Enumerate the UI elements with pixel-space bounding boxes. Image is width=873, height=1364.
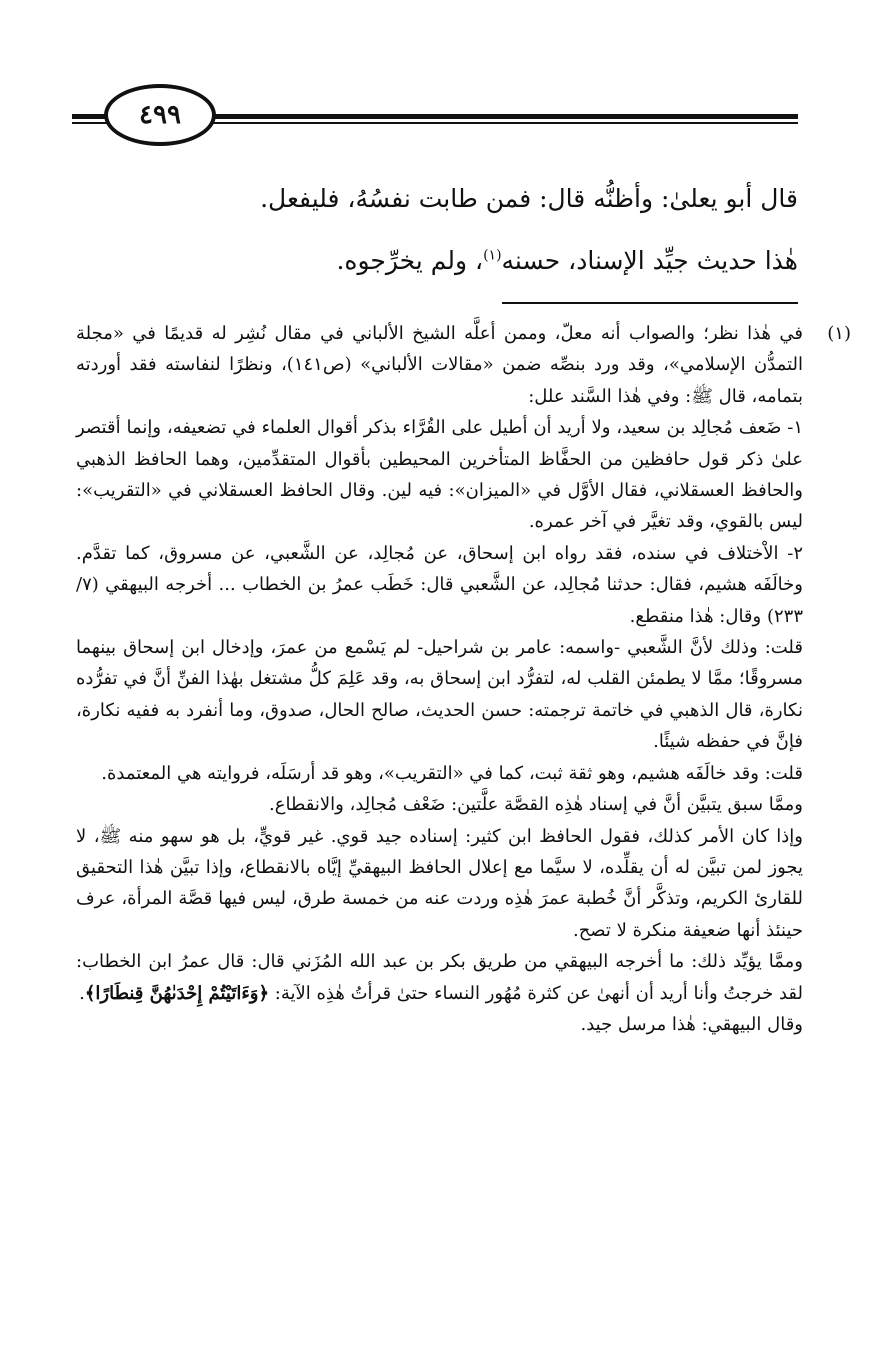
footnote-paragraph: قلت: وذلك لأنَّ الشَّعبي -واسمه: عامر بن شراحيل- لم يَسْمع من عمرَ، وإدخال ابن إسحاق بينهما مسروقًا؛ ممَّا لا يطمئن القلب له، لتفرُّد ابن إسحاق به، وقد عَلِمَ كلُّ مشتغل بهٰذا الفنِّ أنَّ في تفرُّده نكارة، قال الذهبي في خاتمة ترجمته: حسن الحديث، صالح الحال، صدوق، وما أنفرد به ففيه نكارة، فإنَّ في حفظه شيئًا. bbox=[76, 637, 803, 753]
page-header bbox=[72, 84, 798, 160]
footnote-paragraph: ٢- الاْختلاف في سنده، فقد رواه ابن إسحاق، عن مُجالِد، عن الشَّعبي، عن مسروق، كما تقدَّم. وخالَفَه هشيم، فقال: حدثنا مُجالِد، عن الشَّعبي قال: خَطَب عمرُ بن الخطاب ... أخرجه البيهقي (٧/ ٢٣٣) وقال: هٰذا منقطع. bbox=[76, 542, 803, 627]
main-line-2-text: هٰذا حديث جيِّد الإسناد، حسنه bbox=[501, 246, 798, 275]
footnote-paragraph: ١- ضَعف مُجالِد بن سعيد، ولا أريد أن أطيل على القُرَّاء بذكر أقوال العلماء في تضعيفه، وإنما أقتصر علىٰ ذكر قول حافظين من الحفَّاظ المتأخرين المحيطين بأقوال المتقدِّمين، وهما الحافظ الذهبي والحافظ العسقلاني، فقال الأوَّل في «الميزان»: فيه لين. وقال الحافظ العسقلاني في «التقريب»: ليس بالقوي، وقد تغيَّر في آخر عمره. bbox=[76, 417, 803, 533]
quran-verse: ﴿وَءَاتَيْتُمْ إِحْدَىٰهُنَّ قِنطَارًا﴾ bbox=[84, 982, 270, 1004]
footnote-paragraph-quran bbox=[76, 946, 803, 1009]
footnote-paragraph-text: وممَّا يؤيِّد ذلك: ما أخرجه البيهقي من طريق بكر بن عبد الله المُزَني قال: قال عمرُ ابن الخطاب: لقد خرجتُ وأنا أريد أن أنهىٰ عن كثرة مُهُور النساء حتىٰ قرأتُ هٰذِه الآية: bbox=[76, 951, 803, 1004]
footnote-paragraph: وقال البيهقي: هٰذا مرسل جيد. bbox=[580, 1013, 803, 1035]
main-text bbox=[60, 168, 798, 292]
footnote bbox=[76, 318, 851, 1040]
footnote-paragraph: قلت: وقد خالَفَه هشيم، وهو ثقة ثبت، كما في «التقريب»، وهو قد أرسَلَه، فروايته هي المعتمدة. bbox=[101, 762, 803, 784]
main-line-2 bbox=[60, 230, 798, 292]
footnote-separator bbox=[502, 302, 798, 304]
page-number: ٤٩٩ bbox=[139, 100, 181, 130]
footnote-paragraph: في هٰذا نظر؛ والصواب أنه معلّ، وممن أعلَّه الشيخ الألباني في مقال نُشِر له قديمًا في «مجلة التمدُّن الإسلامي»، وقد ورد بنصِّه ضمن «مقالات الألباني» (ص١٤١)، ونظرًا لنفاسته فقد أوردته بتمامه، قال ﷺ: وفي هٰذا السَّند علل: bbox=[76, 323, 803, 407]
quran-verse-end: . bbox=[79, 982, 85, 1004]
footnote-reference: (١) bbox=[483, 247, 502, 264]
page-number-badge bbox=[104, 84, 216, 146]
footnote-marker: (١) bbox=[827, 323, 851, 344]
footnote-paragraph: وممَّا سبق يتبيَّن أنَّ في إسناد هٰذِه القصَّة علَّتين: ضَعْف مُجالِد، والانقطاع. bbox=[269, 794, 803, 816]
main-line-1: قال أبو يعلىٰ: وأظنُّه قال: فمن طابت نفسُهُ، فليفعل. bbox=[260, 184, 798, 213]
main-line-2-end: ، ولم يخرِّجوه. bbox=[336, 246, 484, 275]
footnote-paragraph: وإذا كان الأمر كذلك، فقول الحافظ ابن كثير: إسناده جيد قوي. غير قويٍّ، بل هو سهو منه ﷺ، لا يجوز لمن تبيَّن له أن يقلِّده، لا سيَّما مع إعلال الحافظ البيهقيِّ إيَّاه بالانقطاع، وإذا تبيَّن هٰذا التحقيق للقارئ الكريم، وتذكَّر أنَّ خُطبة عمرَ هٰذِه وردت عنه من خمسة طرق، ليس فيها قصَّة المرأة، عرف حينئذ أنها ضعيفة منكرة لا تصح. bbox=[76, 825, 803, 941]
